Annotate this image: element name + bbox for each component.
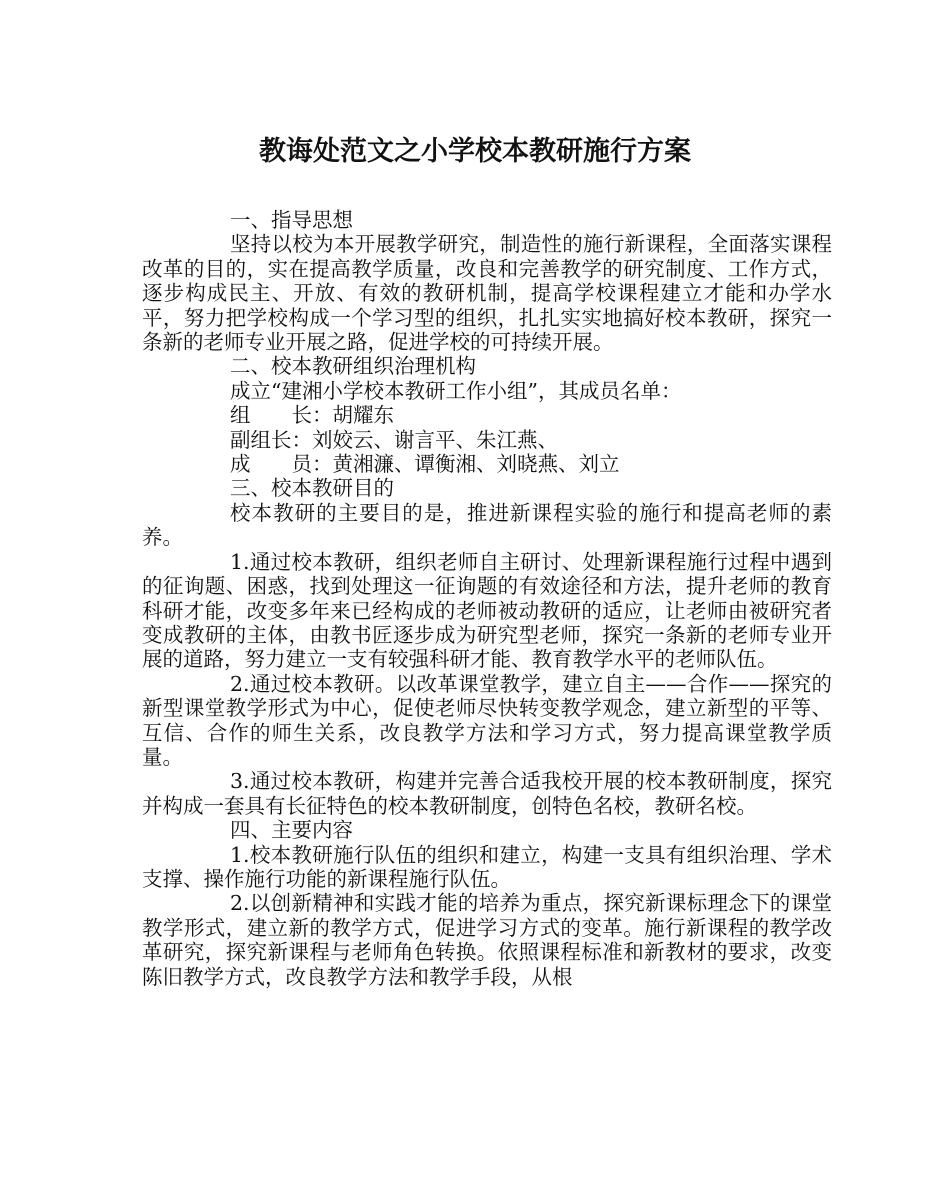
paragraph-content-1: 1.校本教研施行队伍的组织和建立，构建一支具有组织治理、学术支撑、操作施行功能的新课程施行队伍。 <box>142 842 832 891</box>
heading-purpose: 三、校本教研目的 <box>230 476 394 501</box>
paragraph-team-deputies: 副组长：刘姣云、谢言平、朱江燕、 <box>230 427 558 452</box>
heading-guiding-ideology: 一、指导思想 <box>230 208 353 232</box>
paragraph-purpose-2: 2.通过校本教研。以改革课堂教学，建立自主——合作——探究的新型课堂教学形式为中心，促使老师尽快转变教学观念，建立新型的平等、互信、合作的师生关系，改良教学方法和学习方式，努力提高课堂教学质量。 <box>142 671 832 769</box>
paragraph-content-2: 2.以创新精神和实践才能的培养为重点，探究新课标理念下的课堂教学形式，建立新的教学方式，促进学习方式的变革。施行新课程的教学改革研究，探究新课程与老师角色转换。依照课程标准和新教材的要求，改变陈旧教学方式，改良教学方法和教学手段，从根 <box>142 891 832 989</box>
paragraph-purpose-main: 校本教研的主要目的是，推进新课程实验的施行和提高老师的素养。 <box>142 500 832 550</box>
paragraph-purpose-1: 1.通过校本教研，组织老师自主研讨、处理新课程施行过程中遇到的征询题、困惑，找到处理这一征询题的有效途径和方法，提升老师的教育科研才能，改变多年来已经构成的老师被动教研的适应，让老师由被研究者变成教研的主体，由教书匠逐步成为研究型老师，探究一条新的老师专业开展的道路，努力建立一支有较强科研才能、教育教学水平的老师队伍。 <box>142 549 832 672</box>
heading-organization: 二、校本教研组织治理机构 <box>230 354 476 379</box>
paragraph-guiding-ideology: 坚持以校为本开展教学研究，制造性的施行新课程，全面落实课程改革的目的，实在提高教学质量，改良和完善教学的研究制度、工作方式，逐步构成民主、开放、有效的教研机制，提高学校课程建立才能和办学水平，努力把学校构成一个学习型的组织，扎扎实实地搞好校本教研，探究一条新的老师专业开展之路，促进学校的可持续开展。 <box>142 232 832 355</box>
paragraph-team-members: 成 员：黄湘濂、谭衡湘、刘晓燕、刘立 <box>230 452 620 477</box>
paragraph-team-founding: 成立“建湘小学校本教研工作小组”，其成员名单： <box>230 378 682 403</box>
paragraph-team-leader: 组 长：胡耀东 <box>230 403 394 428</box>
paragraph-purpose-3: 3.通过校本教研，构建并完善合适我校开展的校本教研制度，探究并构成一套具有长征特色的校本教研制度，创特色名校，教研名校。 <box>142 769 832 818</box>
heading-main-content: 四、主要内容 <box>230 818 353 843</box>
document-title: 教诲处范文之小学校本教研施行方案 <box>259 136 691 167</box>
document-body <box>142 208 832 989</box>
